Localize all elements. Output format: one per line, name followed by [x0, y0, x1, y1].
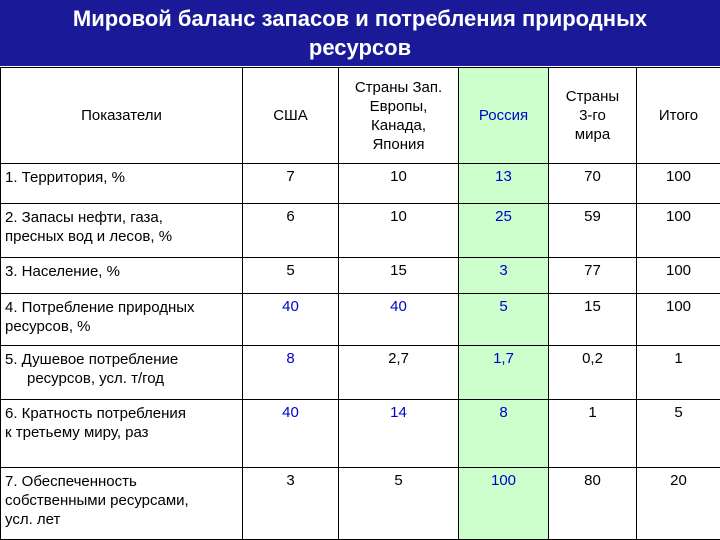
row-label-line: 4. Потребление природных: [5, 299, 195, 316]
cell-third-world: 0,2: [549, 346, 637, 400]
header-west-line: Япония: [372, 135, 425, 153]
header-west-line: Канада,: [371, 116, 426, 134]
resources-table: [0, 67, 720, 540]
cell-west: 15: [339, 258, 459, 294]
table-row: [1, 294, 720, 346]
cell-third-world: 80: [549, 468, 637, 540]
cell-total: 100: [637, 294, 720, 346]
row-label-line: 6. Кратность потребления: [5, 405, 186, 422]
cell-west: 10: [339, 204, 459, 258]
header-row: [1, 68, 720, 164]
table-row: [1, 346, 720, 400]
table-row: [1, 468, 720, 540]
cell-total: 100: [637, 164, 720, 204]
row-label-line: пресных вод и лесов, %: [5, 228, 173, 245]
header-third-line: 3-го: [579, 107, 606, 124]
page-title: Мировой баланс запасов и потребления природных ресурсов: [0, 0, 720, 66]
cell-total: 100: [637, 204, 720, 258]
cell-total: 100: [637, 258, 720, 294]
cell-russia: 25: [459, 204, 549, 258]
cell-usa: 3: [243, 468, 339, 540]
table-row: [1, 164, 720, 204]
row-label-line: 3. Население, %: [5, 263, 120, 280]
cell-west: 14: [339, 400, 459, 468]
table-row: [1, 400, 720, 468]
cell-russia: 3: [459, 258, 549, 294]
row-label-line: ресурсов, усл. т/год: [27, 370, 165, 387]
cell-usa: 8: [243, 346, 339, 400]
row-label-line: 7. Обеспеченность: [5, 473, 137, 490]
table-row: [1, 258, 720, 294]
header-third-line: Страны: [565, 88, 620, 105]
cell-usa: 40: [243, 400, 339, 468]
cell-russia: 5: [459, 294, 549, 346]
header-indicator: Показатели: [1, 68, 243, 164]
row-label-line: ресурсов, %: [5, 318, 91, 335]
header-usa: США: [243, 68, 339, 164]
cell-third-world: 59: [549, 204, 637, 258]
header-third-line: мира: [574, 126, 611, 143]
cell-west: 5: [339, 468, 459, 540]
cell-third-world: 70: [549, 164, 637, 204]
header-west-line: Страны Зап.: [354, 78, 443, 96]
row-label: [1, 346, 243, 400]
row-label: [1, 258, 243, 294]
header-west: [339, 68, 459, 164]
row-label: [1, 294, 243, 346]
cell-usa: 40: [243, 294, 339, 346]
row-label: [1, 204, 243, 258]
cell-russia: 13: [459, 164, 549, 204]
cell-usa: 5: [243, 258, 339, 294]
cell-usa: 7: [243, 164, 339, 204]
row-label-line: к третьему миру, раз: [5, 424, 149, 441]
cell-third-world: 15: [549, 294, 637, 346]
cell-russia: 8: [459, 400, 549, 468]
row-label-line: 5. Душевое потребление: [5, 351, 179, 368]
row-label: [1, 468, 243, 540]
row-label-line: 1. Территория, %: [5, 169, 125, 186]
table-row: [1, 204, 720, 258]
cell-third-world: 1: [549, 400, 637, 468]
row-label: [1, 164, 243, 204]
cell-west: 2,7: [339, 346, 459, 400]
row-label: [1, 400, 243, 468]
row-label-line: 2. Запасы нефти, газа,: [5, 209, 163, 226]
row-label-line: усл. лет: [5, 511, 61, 528]
cell-west: 10: [339, 164, 459, 204]
cell-russia: 1,7: [459, 346, 549, 400]
cell-third-world: 77: [549, 258, 637, 294]
cell-usa: 6: [243, 204, 339, 258]
cell-west: 40: [339, 294, 459, 346]
header-west-line: Европы,: [369, 97, 428, 115]
header-third-world: [549, 68, 637, 164]
cell-total: 1: [637, 346, 720, 400]
cell-russia: 100: [459, 468, 549, 540]
header-russia: Россия: [459, 68, 549, 164]
cell-total: 20: [637, 468, 720, 540]
row-label-line: собственными ресурсами,: [5, 492, 189, 509]
cell-total: 5: [637, 400, 720, 468]
header-total: Итого: [637, 68, 720, 164]
